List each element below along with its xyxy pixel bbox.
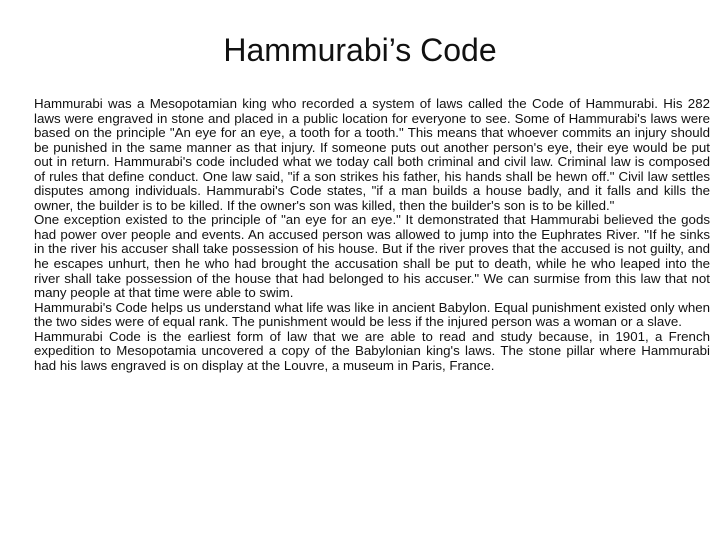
slide-title: Hammurabi’s Code <box>223 32 497 68</box>
paragraph-4: Hammurabi Code is the earliest form of law that we are able to read and study because, in 1901, a French expedition to Mesopotamia uncovered a copy of the Babylonian king's laws. The stone pillar where Hammurabi had his laws engraved is on display at the Louvre, a museum in Paris, France. <box>34 328 710 373</box>
paragraph-1: Hammurabi was a Mesopotamian king who recorded a system of laws called the Code of Hammurabi. His 282 laws were engraved in stone and placed in a public location for everyone to see. Some of Hammurabi's laws were based on the principle "An eye for an eye, a tooth for a tooth." This means that whoever commits an injury should be punished in the same manner as that injury. If someone puts out another person's eye, their eye would be put out in return. Hammurabi's code included what we today call both criminal and civil law. Criminal law is composed of rules that define conduct. One law said, "if a son strikes his father, his hands shall be hewn off." Civil law settles disputes among individuals. Hammurabi's Code states, "if a man builds a house badly, and it falls and kills the owner, the builder is to be killed. If the owner's son was killed, then the builder's son is to be killed." <box>34 96 710 213</box>
slide-body <box>34 97 710 373</box>
paragraph-2: One exception existed to the principle of "an eye for an eye." It demonstrated that Hammurabi believed the gods had power over people and events. An accused person was allowed to jump into the Euphrates River. "If he sinks in the river his accuser shall take possession of his house. But if the river proves that the accused is not guilty, and he escapes unhurt, then he who had brought the accusation shall be put to death, while he who leaped into the river shall take possession of the house that had belonged to his accuser." We can surmise from this law that not many people at that time were able to swim. <box>34 212 710 301</box>
paragraph-3: Hammurabi's Code helps us understand what life was like in ancient Babylon. Equal punishment existed only when the two sides were of equal rank. The punishment would be less if the injured person was a woman or a slave. <box>34 299 710 330</box>
